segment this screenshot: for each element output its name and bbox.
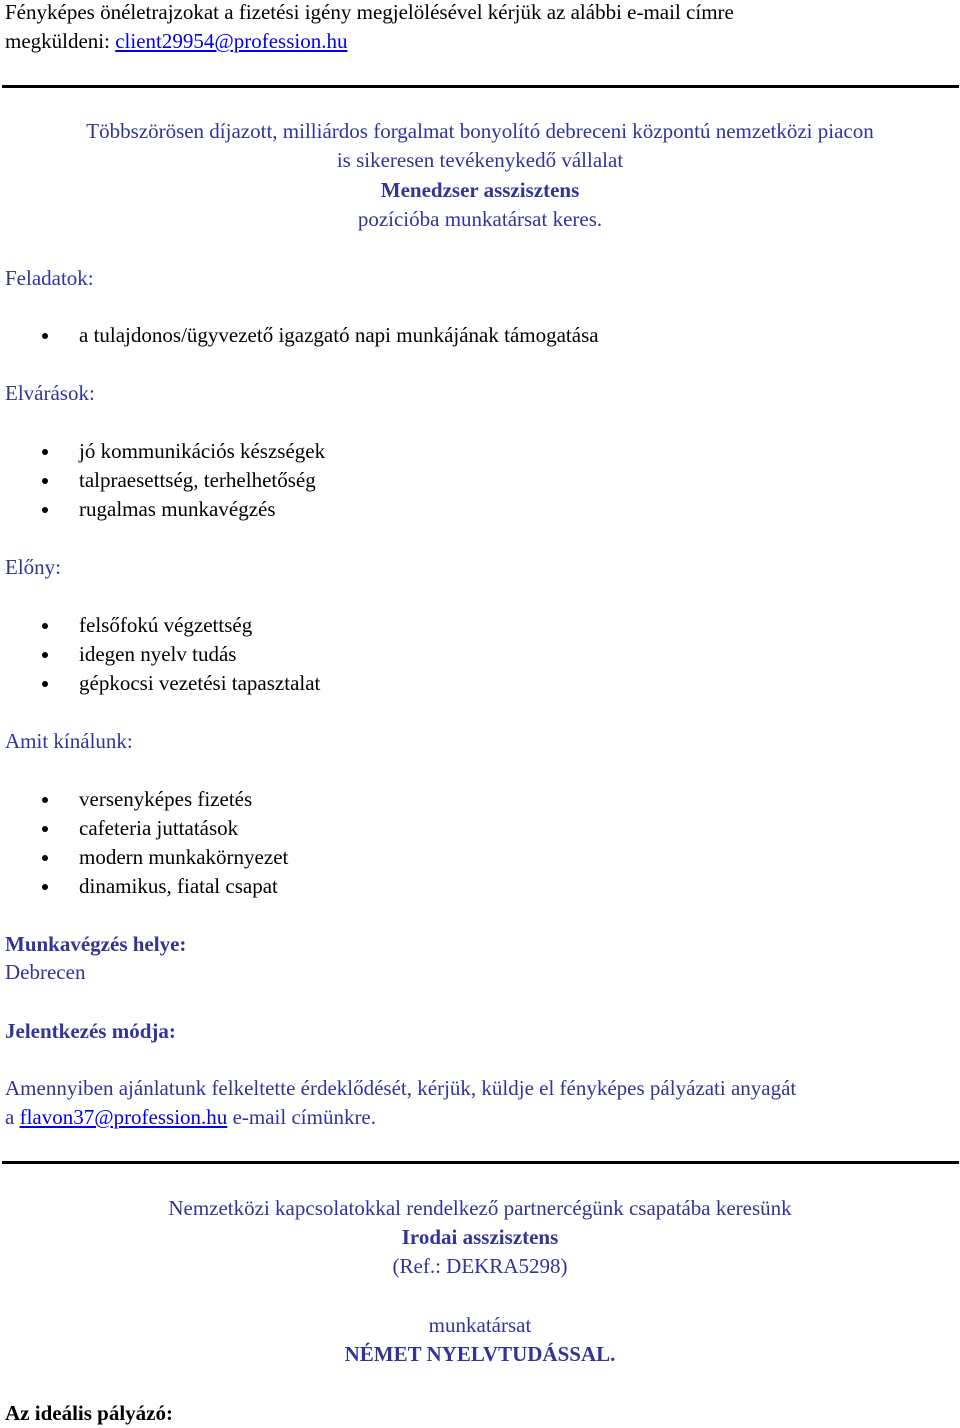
bullet-icon <box>42 652 48 658</box>
apply-email-link[interactable]: flavon37@profession.hu <box>19 1105 228 1129</box>
contact-email-link[interactable]: client29954@profession.hu <box>115 29 348 53</box>
heading-eloeny: Előny: <box>5 555 61 579</box>
bullet-icon <box>42 681 48 687</box>
ad2-ref: (Ref.: DEKRA5298) <box>392 1254 568 1278</box>
heading-location: Munkavégzés helye: <box>5 932 187 956</box>
apply-suffix: e-mail címünkre. <box>227 1105 377 1129</box>
divider-middle <box>2 1161 959 1164</box>
ad2-line-1: Nemzetközi kapcsolatokkal rendelkező partnercégünk csapatába keresünk <box>168 1196 792 1220</box>
list-item-kinalunk: modern munkakörnyezet <box>79 845 289 869</box>
location-value: Debrecen <box>5 960 86 984</box>
list-item-elvaras: jó kommunikációs készségek <box>79 439 326 463</box>
ad1-position-title: Menedzser asszisztens <box>380 178 580 202</box>
heading-apply: Jelentkezés módja: <box>5 1019 176 1043</box>
bullet-icon <box>42 333 48 339</box>
apply-prefix: a <box>5 1105 20 1129</box>
bullet-icon <box>42 855 48 861</box>
bullet-icon <box>42 797 48 803</box>
list-item-kinalunk: cafeteria juttatások <box>79 816 239 840</box>
list-item-eloeny: felsőfokú végzettség <box>79 613 253 637</box>
intro-prefix: megküldeni: <box>5 29 116 53</box>
list-item-kinalunk: dinamikus, fiatal csapat <box>79 874 278 898</box>
list-item-eloeny: gépkocsi vezetési tapasztalat <box>79 671 321 695</box>
bullet-icon <box>42 623 48 629</box>
list-item-eloeny: idegen nyelv tudás <box>79 642 237 666</box>
ad1-line-2: is sikeresen tevékenykedő vállalat <box>336 148 624 172</box>
bullet-icon <box>42 478 48 484</box>
heading-ideal: Az ideális pályázó: <box>5 1401 173 1425</box>
list-item-kinalunk: versenyképes fizetés <box>79 787 253 811</box>
divider-top <box>2 85 959 88</box>
list-item-elvaras: talpraesettség, terhelhetőség <box>79 468 316 492</box>
heading-feladatok: Feladatok: <box>5 266 94 290</box>
bullet-icon <box>42 884 48 890</box>
heading-kinalunk: Amit kínálunk: <box>5 729 133 753</box>
apply-line-2 <box>5 1103 376 1132</box>
ad2-line-5: NÉMET NYELVTUDÁSSAL. <box>344 1342 616 1366</box>
ad1-line-4: pozícióba munkatársat keres. <box>357 207 603 231</box>
ad1-line-1: Többszörösen díjazott, milliárdos forgalmat bonyolító debreceni központú nemzetközi piacon <box>86 119 874 143</box>
list-item-elvaras: rugalmas munkavégzés <box>79 497 276 521</box>
bullet-icon <box>42 449 48 455</box>
bullet-icon <box>42 507 48 513</box>
ad2-line-4: munkatársat <box>428 1313 532 1337</box>
intro-line-1: Fényképes önéletrajzokat a fizetési igény megjelölésével kérjük az alábbi e-mail címre <box>5 0 734 24</box>
intro-line-2 <box>5 27 347 56</box>
bullet-icon <box>42 826 48 832</box>
heading-elvarasok: Elvárások: <box>5 381 95 405</box>
list-item-feladat: a tulajdonos/ügyvezető igazgató napi munkájának támogatása <box>79 323 599 347</box>
ad2-position-title: Irodai asszisztens <box>401 1225 559 1249</box>
apply-line-1: Amennyiben ajánlatunk felkeltette érdeklődését, kérjük, küldje el fényképes pályázati anyagát <box>5 1076 797 1100</box>
